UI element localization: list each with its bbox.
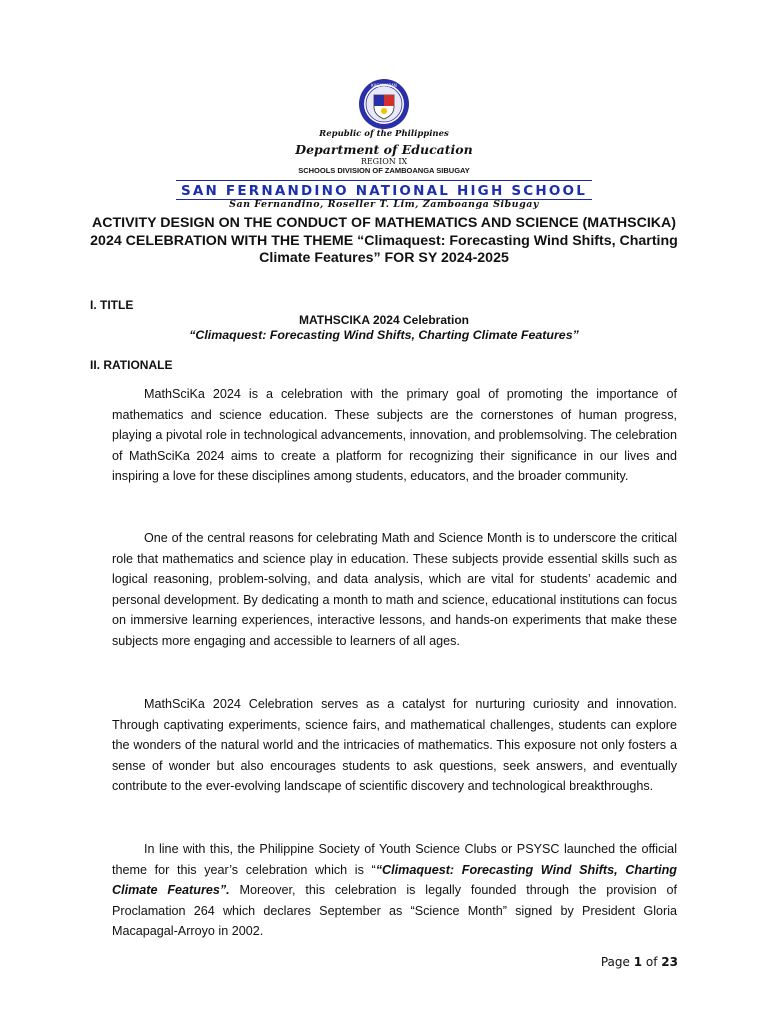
current-page: 1 bbox=[633, 955, 643, 969]
department-line: Department of Education bbox=[295, 142, 473, 157]
section-title-heading: I. TITLE bbox=[90, 298, 134, 312]
deped-seal-icon bbox=[358, 78, 410, 130]
page-word: Page bbox=[600, 955, 630, 969]
event-name: MATHSCIKA 2024 Celebration bbox=[298, 313, 470, 327]
total-pages: 23 bbox=[661, 955, 678, 969]
document-title: ACTIVITY DESIGN ON THE CONDUCT OF MATHEMATICS AND SCIENCE (MATHSCIKA) 2024 CELEBRATION WITH THE THEME “Climaquest: Forecasting Wind Shifts, Charting Climate Features” FOR SY 2024-2025 bbox=[90, 215, 678, 266]
event-theme: “Climaquest: Forecasting Wind Shifts, Charting Climate Features” bbox=[189, 328, 579, 342]
page-number bbox=[601, 955, 678, 969]
of-word: of bbox=[645, 955, 658, 969]
header-top-rule bbox=[176, 180, 592, 181]
school-address: San Fernandino, Roseller T. Lim, Zamboanga Sibugay bbox=[229, 199, 539, 210]
region-line: REGION IX bbox=[360, 157, 408, 166]
school-name: SAN FERNANDINO NATIONAL HIGH SCHOOL bbox=[180, 183, 588, 199]
rationale-paragraph-1: MathSciKa 2024 is a celebration with the primary goal of promoting the importance of mathematics and science education. These subjects are the cornerstones of human progress, playing a pivotal role in technological advancements, innovation, and problemsolving. The celebration of MathSciKa 2024 aims to create a platform for recognizing their significance in our lives and inspiring a love for these disciplines among students, educators, and the broader community. bbox=[112, 387, 677, 484]
rationale-paragraph-3: MathSciKa 2024 Celebration serves as a catalyst for nurturing curiosity and innovation. Through captivating experiments, science fairs, and mathematical challenges, students can explore the wonders of the natural world and the intricacies of mathematics. This exposure not only fosters a sense of wonder but also encourages students to ask questions, seek answers, and eventually contribute to the ever-evolving landscape of scientific discovery and technological breakthroughs. bbox=[112, 697, 677, 794]
paragraph-4-closing: Moreover, this celebration is legally founded through the provision of Proclamation 264 which declares September as “Science Month” signed by President Gloria Macapagal-Arroyo in 2002. bbox=[112, 883, 677, 939]
svg-text:KAGAWARAN: KAGAWARAN bbox=[371, 83, 397, 88]
rationale-paragraph-4 bbox=[112, 839, 677, 942]
section-rationale-heading: II. RATIONALE bbox=[90, 358, 173, 372]
rationale-paragraph-2: One of the central reasons for celebrating Math and Science Month is to underscore the critical role that mathematics and science play in education. These subjects provide essential skills such as logical reasoning, problem-solving, and data analysis, which are vital for students’ academic and personal development. By dedicating a month to math and science, educational institutions can focus on immersive learning experiences, interactive lessons, and hands-on experiments that make these subjects more engaging and accessible to learners of all ages. bbox=[112, 531, 677, 648]
paragraph-4-theme: “Climaquest: Forecasting Wind Shifts, Charting Climate Features”. bbox=[112, 862, 677, 898]
paragraph-4-intro: In line with this, the Philippine Society of Youth Science Clubs or PSYSC launched the official theme for this year’s celebration which is “ bbox=[112, 842, 677, 877]
division-line: SCHOOLS DIVISION OF ZAMBOANGA SIBUGAY bbox=[298, 166, 470, 175]
republic-line: Republic of the Philippines bbox=[319, 129, 449, 139]
